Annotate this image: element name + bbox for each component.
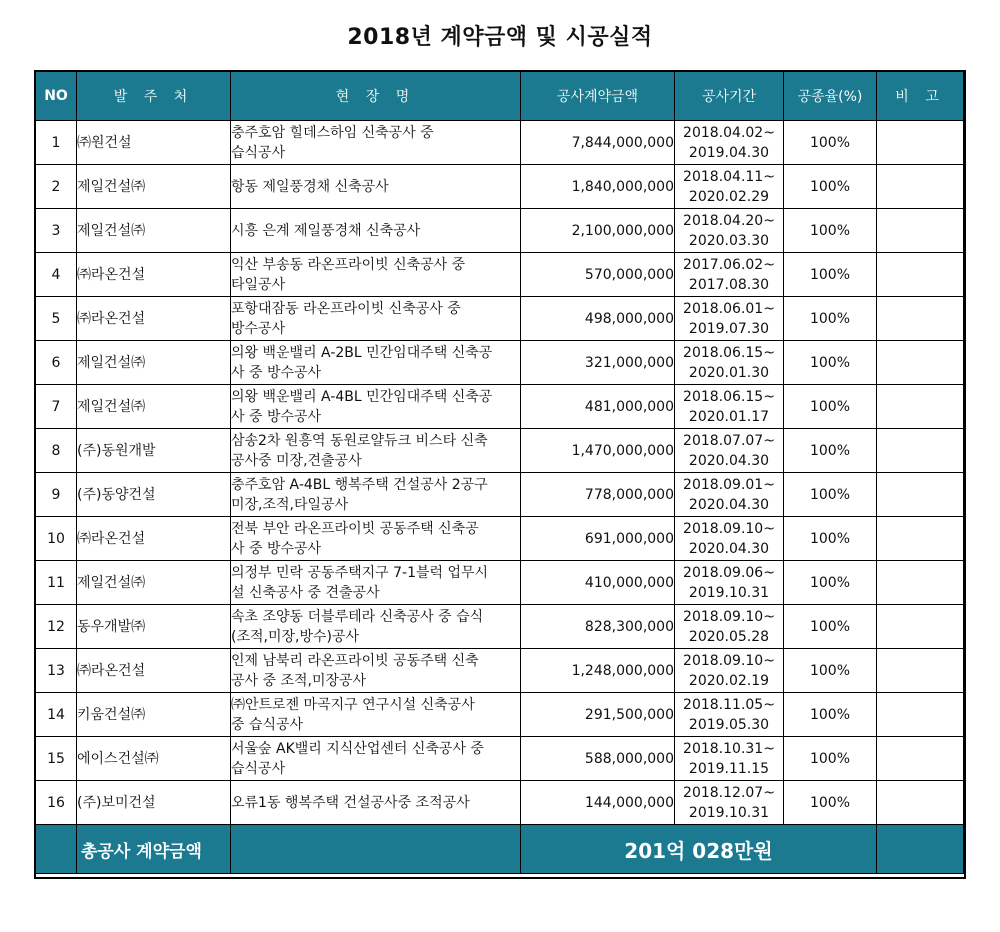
note-cell bbox=[877, 121, 964, 165]
period-end: 2020.05.28 bbox=[688, 628, 770, 645]
period-start: 2018.06.15~ bbox=[683, 344, 775, 361]
period-start: 2018.10.31~ bbox=[683, 740, 775, 757]
row-number: 6 bbox=[36, 341, 77, 385]
period-end: 2020.02.19 bbox=[688, 672, 770, 689]
site-name-line: 의정부 민락 공동주택지구 7-1블럭 업무시 bbox=[231, 564, 489, 581]
site-name-line: 사 중 방수공사 bbox=[231, 408, 322, 425]
period-end: 2020.04.30 bbox=[688, 496, 770, 513]
note-cell bbox=[877, 165, 964, 209]
note-cell bbox=[877, 473, 964, 517]
table-row bbox=[36, 385, 964, 429]
contract-amount: 410,000,000 bbox=[521, 561, 675, 605]
completion-rate: 100% bbox=[784, 473, 877, 517]
client-name: (주)동원개발 bbox=[77, 429, 231, 473]
row-number: 13 bbox=[36, 649, 77, 693]
site-name-line: 시흥 은계 제일풍경채 신축공사 bbox=[231, 222, 421, 239]
total-no-cell bbox=[36, 825, 77, 874]
contract-amount: 2,100,000,000 bbox=[521, 209, 675, 253]
header-amount: 공사계약금액 bbox=[521, 72, 675, 121]
completion-rate: 100% bbox=[784, 781, 877, 825]
site-name-line: 의왕 백운밸리 A-2BL 민간임대주택 신축공 bbox=[231, 344, 493, 361]
header-site: 현 장 명 bbox=[231, 72, 521, 121]
table-row bbox=[36, 429, 964, 473]
site-name bbox=[231, 121, 521, 165]
completion-rate: 100% bbox=[784, 121, 877, 165]
construction-period bbox=[675, 341, 784, 385]
construction-period bbox=[675, 385, 784, 429]
construction-period bbox=[675, 297, 784, 341]
total-value: 201억 028만원 bbox=[521, 825, 877, 874]
note-cell bbox=[877, 385, 964, 429]
table-row bbox=[36, 253, 964, 297]
site-name bbox=[231, 737, 521, 781]
client-name: 제일건설㈜ bbox=[77, 341, 231, 385]
period-end: 2019.10.31 bbox=[688, 804, 770, 821]
client-name: (주)보미건설 bbox=[77, 781, 231, 825]
completion-rate: 100% bbox=[784, 649, 877, 693]
period-start: 2018.09.10~ bbox=[683, 608, 775, 625]
period-start: 2018.04.20~ bbox=[683, 212, 775, 229]
period-end: 2019.10.31 bbox=[688, 584, 770, 601]
construction-period bbox=[675, 429, 784, 473]
row-number: 3 bbox=[36, 209, 77, 253]
client-name: ㈜라온건설 bbox=[77, 517, 231, 561]
construction-period bbox=[675, 781, 784, 825]
header-period: 공사기간 bbox=[675, 72, 784, 121]
table-row bbox=[36, 605, 964, 649]
site-name-line: 속초 조양동 더블루테라 신축공사 중 습식 bbox=[231, 608, 484, 625]
construction-period bbox=[675, 253, 784, 297]
table-row bbox=[36, 781, 964, 825]
period-end: 2019.04.30 bbox=[688, 144, 770, 161]
contract-amount: 691,000,000 bbox=[521, 517, 675, 561]
note-cell bbox=[877, 781, 964, 825]
completion-rate: 100% bbox=[784, 561, 877, 605]
table-row bbox=[36, 165, 964, 209]
completion-rate: 100% bbox=[784, 209, 877, 253]
row-number: 8 bbox=[36, 429, 77, 473]
site-name bbox=[231, 517, 521, 561]
site-name-line: (조적,미장,방수)공사 bbox=[231, 628, 360, 645]
row-number: 15 bbox=[36, 737, 77, 781]
header-no: NO bbox=[36, 72, 77, 121]
construction-period bbox=[675, 561, 784, 605]
table-body bbox=[36, 121, 964, 825]
completion-rate: 100% bbox=[784, 385, 877, 429]
site-name-line: 포항대잠동 라온프라이빗 신축공사 중 bbox=[231, 300, 461, 317]
note-cell bbox=[877, 561, 964, 605]
table-row bbox=[36, 517, 964, 561]
period-end: 2020.04.30 bbox=[688, 452, 770, 469]
contract-amount: 481,000,000 bbox=[521, 385, 675, 429]
note-cell bbox=[877, 341, 964, 385]
period-end: 2020.03.30 bbox=[688, 232, 770, 249]
construction-period bbox=[675, 473, 784, 517]
total-note-cell bbox=[877, 825, 964, 874]
client-name: 에이스건설㈜ bbox=[77, 737, 231, 781]
note-cell bbox=[877, 693, 964, 737]
table-row bbox=[36, 693, 964, 737]
period-start: 2018.04.02~ bbox=[683, 124, 775, 141]
contract-amount: 7,844,000,000 bbox=[521, 121, 675, 165]
site-name bbox=[231, 209, 521, 253]
note-cell bbox=[877, 297, 964, 341]
site-name-line: 공사 중 조적,미장공사 bbox=[231, 672, 367, 689]
completion-rate: 100% bbox=[784, 693, 877, 737]
site-name-line: 타일공사 bbox=[231, 276, 286, 293]
period-start: 2018.06.01~ bbox=[683, 300, 775, 317]
contract-amount: 291,500,000 bbox=[521, 693, 675, 737]
period-start: 2018.06.15~ bbox=[683, 388, 775, 405]
completion-rate: 100% bbox=[784, 341, 877, 385]
site-name-line: 설 신축공사 중 견출공사 bbox=[231, 584, 380, 601]
client-name: ㈜원건설 bbox=[77, 121, 231, 165]
table-row bbox=[36, 649, 964, 693]
contract-amount: 321,000,000 bbox=[521, 341, 675, 385]
total-row bbox=[36, 825, 964, 874]
site-name bbox=[231, 781, 521, 825]
period-start: 2018.09.10~ bbox=[683, 652, 775, 669]
site-name-line: 충주호암 힐데스하임 신축공사 중 bbox=[231, 124, 434, 141]
client-name: 제일건설㈜ bbox=[77, 209, 231, 253]
site-name-line: ㈜안트로젠 마곡지구 연구시설 신축공사 bbox=[231, 696, 475, 713]
period-end: 2020.02.29 bbox=[688, 188, 770, 205]
contract-amount: 498,000,000 bbox=[521, 297, 675, 341]
contract-amount: 1,248,000,000 bbox=[521, 649, 675, 693]
site-name bbox=[231, 341, 521, 385]
note-cell bbox=[877, 209, 964, 253]
client-name: ㈜라온건설 bbox=[77, 649, 231, 693]
site-name-line: 공사중 미장,견출공사 bbox=[231, 452, 362, 469]
period-start: 2018.09.10~ bbox=[683, 520, 775, 537]
site-name bbox=[231, 473, 521, 517]
row-number: 5 bbox=[36, 297, 77, 341]
table-row bbox=[36, 341, 964, 385]
client-name: ㈜라온건설 bbox=[77, 297, 231, 341]
table-row bbox=[36, 121, 964, 165]
site-name bbox=[231, 649, 521, 693]
completion-rate: 100% bbox=[784, 253, 877, 297]
contract-amount: 588,000,000 bbox=[521, 737, 675, 781]
table-row bbox=[36, 561, 964, 605]
period-end: 2020.01.17 bbox=[688, 408, 770, 425]
completion-rate: 100% bbox=[784, 605, 877, 649]
client-name: 키움건설㈜ bbox=[77, 693, 231, 737]
period-end: 2017.08.30 bbox=[688, 276, 770, 293]
contract-amount: 570,000,000 bbox=[521, 253, 675, 297]
period-end: 2020.01.30 bbox=[688, 364, 770, 381]
period-end: 2019.05.30 bbox=[688, 716, 770, 733]
contract-amount: 144,000,000 bbox=[521, 781, 675, 825]
construction-period bbox=[675, 121, 784, 165]
table-row bbox=[36, 209, 964, 253]
row-number: 1 bbox=[36, 121, 77, 165]
table-row bbox=[36, 297, 964, 341]
period-end: 2019.11.15 bbox=[688, 760, 770, 777]
completion-rate: 100% bbox=[784, 737, 877, 781]
note-cell bbox=[877, 517, 964, 561]
period-end: 2020.04.30 bbox=[688, 540, 770, 557]
site-name bbox=[231, 297, 521, 341]
site-name-line: 방수공사 bbox=[231, 320, 286, 337]
construction-period bbox=[675, 649, 784, 693]
site-name-line: 항동 제일풍경채 신축공사 bbox=[231, 178, 389, 195]
period-start: 2017.06.02~ bbox=[683, 256, 775, 273]
client-name: 제일건설㈜ bbox=[77, 385, 231, 429]
site-name-line: 중 습식공사 bbox=[231, 716, 304, 733]
note-cell bbox=[877, 649, 964, 693]
client-name: ㈜라온건설 bbox=[77, 253, 231, 297]
note-cell bbox=[877, 253, 964, 297]
row-number: 11 bbox=[36, 561, 77, 605]
note-cell bbox=[877, 605, 964, 649]
site-name-line: 충주호암 A-4BL 행복주택 건설공사 2공구 bbox=[231, 476, 488, 493]
completion-rate: 100% bbox=[784, 429, 877, 473]
contract-amount: 778,000,000 bbox=[521, 473, 675, 517]
site-name-line: 사 중 방수공사 bbox=[231, 540, 322, 557]
total-label: 총공사 계약금액 bbox=[77, 825, 231, 874]
construction-period bbox=[675, 165, 784, 209]
site-name-line: 오류1동 행복주택 건설공사중 조적공사 bbox=[231, 794, 470, 811]
total-spacer-cell bbox=[231, 825, 521, 874]
site-name bbox=[231, 429, 521, 473]
site-name bbox=[231, 605, 521, 649]
completion-rate: 100% bbox=[784, 297, 877, 341]
page-title: 2018년 계약금액 및 시공실적 bbox=[347, 25, 653, 50]
period-start: 2018.11.05~ bbox=[683, 696, 775, 713]
note-cell bbox=[877, 737, 964, 781]
completion-rate: 100% bbox=[784, 165, 877, 209]
note-cell bbox=[877, 429, 964, 473]
client-name: 제일건설㈜ bbox=[77, 561, 231, 605]
header-row bbox=[36, 72, 964, 121]
site-name-line: 미장,조적,타일공사 bbox=[231, 496, 349, 513]
construction-period bbox=[675, 517, 784, 561]
row-number: 14 bbox=[36, 693, 77, 737]
contract-amount: 1,840,000,000 bbox=[521, 165, 675, 209]
contract-amount: 1,470,000,000 bbox=[521, 429, 675, 473]
row-number: 10 bbox=[36, 517, 77, 561]
contract-table bbox=[35, 71, 964, 874]
site-name bbox=[231, 561, 521, 605]
site-name-line: 인제 남북리 라온프라이빗 공동주택 신축 bbox=[231, 652, 479, 669]
site-name bbox=[231, 693, 521, 737]
header-client: 발 주 처 bbox=[77, 72, 231, 121]
contract-amount: 828,300,000 bbox=[521, 605, 675, 649]
period-start: 2018.07.07~ bbox=[683, 432, 775, 449]
client-name: 제일건설㈜ bbox=[77, 165, 231, 209]
site-name bbox=[231, 385, 521, 429]
site-name-line: 의왕 백운밸리 A-4BL 민간임대주택 신축공 bbox=[231, 388, 493, 405]
table-row bbox=[36, 473, 964, 517]
header-rate: 공종율(%) bbox=[784, 72, 877, 121]
construction-period bbox=[675, 209, 784, 253]
period-start: 2018.04.11~ bbox=[683, 168, 775, 185]
site-name-line: 전북 부안 라온프라이빗 공동주택 신축공 bbox=[231, 520, 479, 537]
client-name: (주)동양건설 bbox=[77, 473, 231, 517]
site-name-line: 익산 부송동 라온프라이빗 신축공사 중 bbox=[231, 256, 466, 273]
row-number: 16 bbox=[36, 781, 77, 825]
row-number: 7 bbox=[36, 385, 77, 429]
row-number: 2 bbox=[36, 165, 77, 209]
site-name bbox=[231, 165, 521, 209]
client-name: 동우개발㈜ bbox=[77, 605, 231, 649]
construction-period bbox=[675, 605, 784, 649]
period-start: 2018.12.07~ bbox=[683, 784, 775, 801]
period-end: 2019.07.30 bbox=[688, 320, 770, 337]
completion-rate: 100% bbox=[784, 517, 877, 561]
site-name-line: 서울숲 AK밸리 지식산업센터 신축공사 중 bbox=[231, 740, 484, 757]
period-start: 2018.09.06~ bbox=[683, 564, 775, 581]
construction-period bbox=[675, 693, 784, 737]
site-name-line: 사 중 방수공사 bbox=[231, 364, 322, 381]
table-row bbox=[36, 737, 964, 781]
period-start: 2018.09.01~ bbox=[683, 476, 775, 493]
construction-period bbox=[675, 737, 784, 781]
header-note: 비 고 bbox=[877, 72, 964, 121]
site-name-line: 삼송2차 원흥역 동원로얄듀크 비스타 신축 bbox=[231, 432, 488, 449]
row-number: 9 bbox=[36, 473, 77, 517]
site-name bbox=[231, 253, 521, 297]
site-name-line: 습식공사 bbox=[231, 760, 286, 777]
site-name-line: 습식공사 bbox=[231, 144, 286, 161]
row-number: 12 bbox=[36, 605, 77, 649]
row-number: 4 bbox=[36, 253, 77, 297]
